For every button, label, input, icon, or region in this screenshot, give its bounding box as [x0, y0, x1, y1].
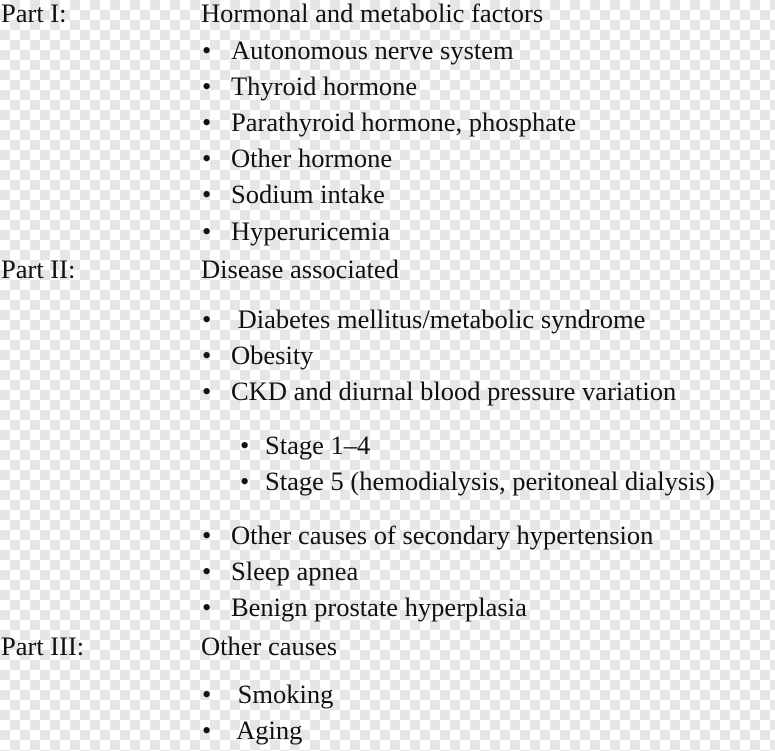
part-label: Part I:	[1, 0, 67, 28]
bullet-icon: •	[202, 143, 212, 173]
list-item	[202, 73, 417, 100]
part-label: Part III:	[1, 631, 85, 661]
bullet-icon: •	[202, 71, 212, 101]
list-item-text: CKD and diurnal blood pressure variation	[231, 376, 677, 406]
bullet-icon: •	[202, 556, 212, 586]
list-item	[202, 594, 527, 621]
list-item-text: Sleep apnea	[231, 556, 359, 586]
bullet-icon: •	[202, 107, 212, 137]
list-item	[202, 558, 358, 585]
section-heading: Hormonal and metabolic factors	[201, 0, 544, 28]
sub-list-item-text: Stage 5 (hemodialysis, peritoneal dialysis)	[265, 466, 715, 496]
list-item-text: Sodium intake	[231, 179, 385, 209]
list-item-text: Smoking	[231, 679, 334, 709]
bullet-icon: •	[202, 304, 212, 334]
bullet-icon: •	[202, 179, 212, 209]
list-item-text: Diabetes mellitus/metabolic syndrome	[231, 304, 646, 334]
list-item	[202, 306, 645, 333]
list-item-text: Autonomous nerve system	[231, 35, 514, 65]
bullet-icon: •	[202, 520, 212, 550]
list-item	[202, 522, 653, 549]
list-item-text: Benign prostate hyperplasia	[231, 592, 527, 622]
list-item-text: Parathyroid hormone, phosphate	[231, 107, 577, 137]
bullet-icon: •	[202, 340, 212, 370]
list-item	[202, 342, 313, 369]
sub-list-item	[240, 468, 715, 495]
list-item-text: Hyperuricemia	[231, 216, 390, 246]
list-item	[202, 109, 576, 136]
bullet-icon: •	[202, 592, 212, 622]
bullet-icon: •	[202, 679, 212, 709]
list-item-text: Other causes of secondary hypertension	[231, 520, 654, 550]
list-item	[202, 218, 390, 245]
list-item-text: Thyroid hormone	[231, 71, 418, 101]
bullet-icon: •	[202, 376, 212, 406]
list-item	[202, 378, 676, 405]
bullet-icon: •	[202, 715, 212, 745]
list-item	[202, 681, 333, 708]
sub-list-item	[240, 432, 370, 459]
bullet-icon: •	[240, 430, 250, 460]
list-item	[202, 717, 302, 744]
part-label: Part II:	[1, 254, 76, 284]
section-heading: Disease associated	[201, 254, 399, 284]
list-item-text: Other hormone	[231, 143, 393, 173]
list-item	[202, 145, 392, 172]
bullet-icon: •	[202, 216, 212, 246]
sub-list-item-text: Stage 1–4	[265, 430, 371, 460]
bullet-icon: •	[202, 35, 212, 65]
section-heading: Other causes	[201, 631, 338, 661]
list-item-text: Aging	[231, 715, 303, 745]
list-item-text: Obesity	[231, 340, 314, 370]
list-item	[202, 181, 385, 208]
list-item	[202, 37, 514, 64]
bullet-icon: •	[240, 466, 250, 496]
